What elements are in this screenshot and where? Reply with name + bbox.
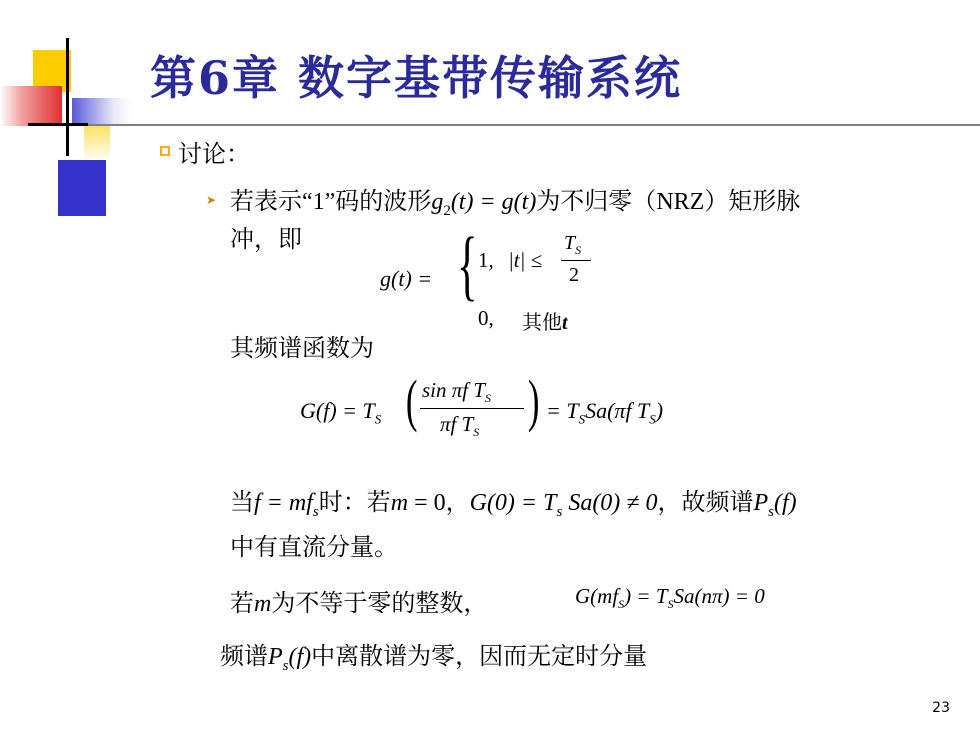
decor-yellow-gradient	[84, 126, 110, 158]
arrow-bullet-icon: ➤	[206, 193, 217, 207]
nrz-statement: 若表示“1”码的波形$g_2(t) = g(t)$为不归零（NRZ）矩形脉	[230, 187, 801, 219]
bullet-discussion: 讨论：	[178, 140, 250, 168]
decor-red-gradient	[0, 86, 62, 126]
case1-denominator: 2	[569, 264, 579, 286]
gf-rhs: = $T_SSa(\pi f$ $T_S$)	[546, 398, 664, 427]
piecewise-lhs: g(t) =	[380, 266, 433, 291]
dc-component-line: 中有直流分量。	[230, 533, 398, 561]
fraction-bar	[561, 260, 591, 261]
decor-horizontal-line	[28, 123, 88, 126]
nonzero-m-line: 若m为不等于零的整数，	[230, 589, 488, 617]
gf-denominator: πf $T_S$	[440, 412, 480, 440]
title-underline	[28, 124, 980, 126]
nonzero-m-formula: $G(mf_S) = T_SSa(n\pi) = 0$	[575, 584, 765, 612]
nrz-statement-cont: 冲，即	[230, 225, 302, 253]
slide-title: 第6章 数字基带传输系统	[150, 51, 683, 105]
page-number: 23	[932, 700, 950, 716]
left-paren-icon: (	[405, 368, 418, 433]
decor-blue-square	[58, 160, 106, 216]
gf-fraction-bar	[420, 408, 524, 409]
decor-vertical-line	[66, 38, 69, 156]
case2-value: 0,	[478, 306, 494, 330]
gf-numerator: sin πf $T_S$	[422, 378, 492, 406]
case1-condition: |t| ≤	[508, 248, 543, 272]
gf-lhs: $G(f) = T_S$	[300, 398, 382, 427]
case1-value: 1,	[478, 248, 494, 272]
case2-condition: 其他t	[522, 310, 568, 334]
conclusion-line: 频谱$P_s(f)$中离散谱为零，因而无定时分量	[220, 642, 648, 674]
case1-numerator: $T_S$	[564, 232, 582, 257]
spectrum-label: 其频谱函数为	[230, 334, 374, 362]
decor-blue-gradient	[72, 98, 132, 126]
right-paren-icon: )	[527, 368, 540, 433]
dc-condition-line: 当$f = mf_s$时：若m = 0，$G(0) = T_s$ Sa(0) ≠ 0，故频谱$P_s(f)$	[230, 488, 797, 520]
curly-brace-icon: {	[457, 221, 478, 308]
square-bullet-icon	[160, 146, 170, 156]
